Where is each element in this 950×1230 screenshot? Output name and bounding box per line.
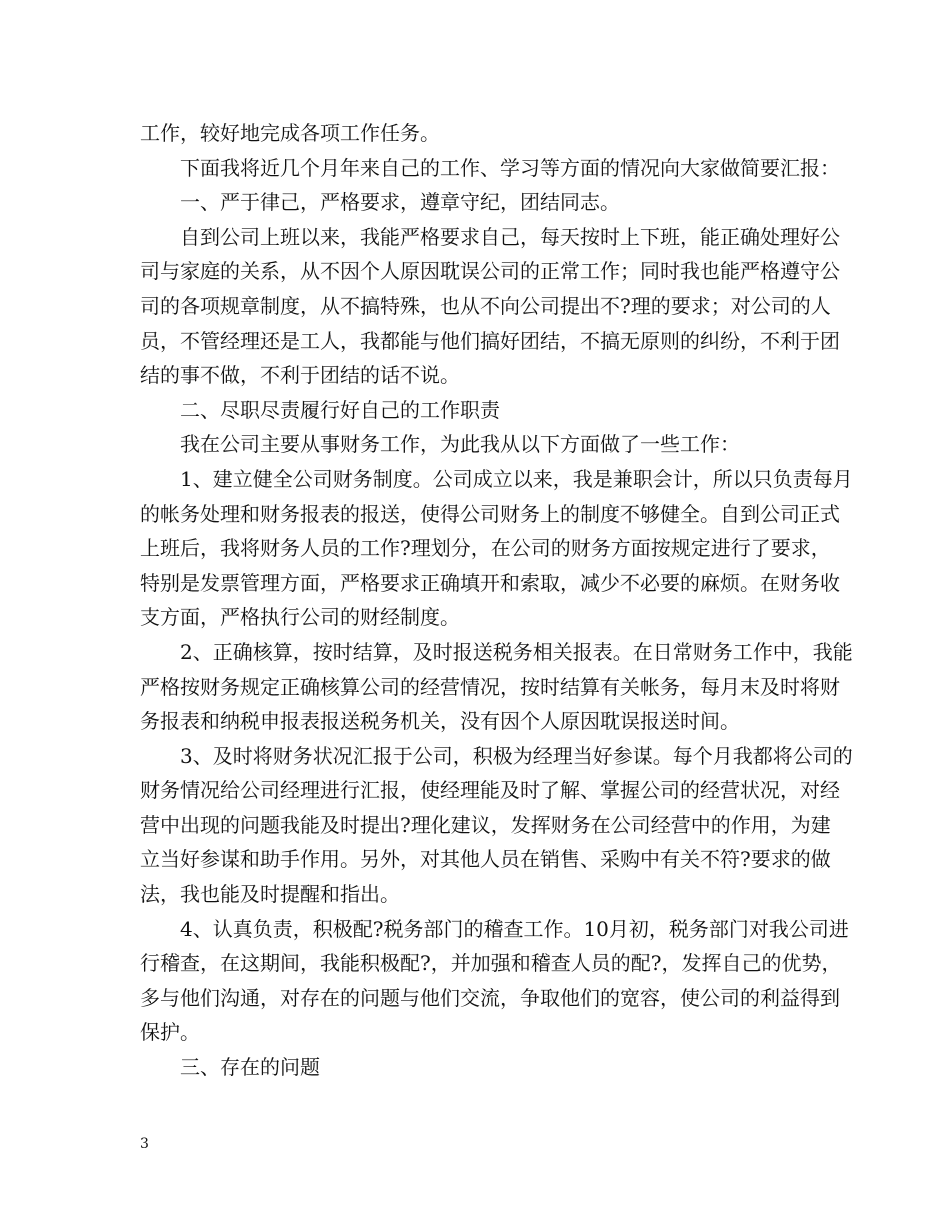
text-line: 司与家庭的关系，从不因个人原因耽误公司的正常工作；同时我也能严格遵守公 [140,259,840,284]
text-line: 保护。 [140,1020,200,1045]
text-line: 自到公司上班以来，我能严格要求自己，每天按时上下班，能正确处理好公 [140,224,840,249]
text-line: 多与他们沟通，对存在的问题与他们交流，争取他们的宽容，使公司的利益得到 [140,985,840,1010]
document-body [140,116,853,1085]
text-line: 营中出现的问题我能及时提出?理化建议，发挥财务在公司经营中的作用，为建 [140,812,831,837]
text-line: 务报表和纳税申报表报送税务机关，没有因个人原因耽误报送时间。 [140,709,740,734]
text-line: 2、正确核算，按时结算，及时报送税务相关报表。在日常财务工作中，我能 [140,639,853,664]
text-line: 立当好参谋和助手作用。另外，对其他人员在销售、采购中有关不符?要求的做 [140,847,831,872]
text-line: 三、存在的问题 [140,1055,320,1080]
text-line: 1、建立健全公司财务制度。公司成立以来，我是兼职会计，所以只负责每月 [140,466,853,491]
text-line: 行稽查，在这期间，我能积极配?，并加强和稽查人员的配?，发挥自己的优势， [140,951,842,976]
page-number: 3 [140,1136,149,1152]
text-line: 下面我将近几个月年来自己的工作、学习等方面的情况向大家做简要汇报： [140,155,840,180]
text-line: 支方面，严格执行公司的财经制度。 [140,605,460,630]
text-line: 4、认真负责，积极配?税务部门的稽查工作。10月初，税务部门对我公司进 [140,916,849,941]
text-line: 3、及时将财务状况汇报于公司，积极为经理当好参谋。每个月我都将公司的 [140,743,853,768]
text-line: 的帐务处理和财务报表的报送，使得公司财务上的制度不够健全。自到公司正式 [140,501,840,526]
text-line: 法，我也能及时提醒和指出。 [140,882,400,907]
text-line: 我在公司主要从事财务工作，为此我从以下方面做了一些工作： [140,432,740,457]
text-line: 司的各项规章制度，从不搞特殊，也从不向公司提出不?理的要求；对公司的人 [140,293,831,318]
text-line: 严格按财务规定正确核算公司的经营情况，按时结算有关帐务，每月末及时将财 [140,674,840,699]
text-line: 工作，较好地完成各项工作任务。 [140,121,440,145]
text-line: 二、尽职尽责履行好自己的工作职责 [140,397,500,422]
text-line: 员，不管经理还是工人，我都能与他们搞好团结，不搞无原则的纠纷，不利于团 [140,328,840,353]
text-line: 结的事不做，不利于团结的话不说。 [140,363,460,388]
text-line: 一、严于律己，严格要求，遵章守纪，团结同志。 [140,190,620,215]
text-line: 财务情况给公司经理进行汇报，使经理能及时了解、掌握公司的经营状况，对经 [140,778,840,803]
text-line: 特别是发票管理方面，严格要求正确填开和索取，减少不必要的麻烦。在财务收 [140,570,840,595]
text-line: 上班后，我将财务人员的工作?理划分，在公司的财务方面按规定进行了要求， [140,536,831,561]
